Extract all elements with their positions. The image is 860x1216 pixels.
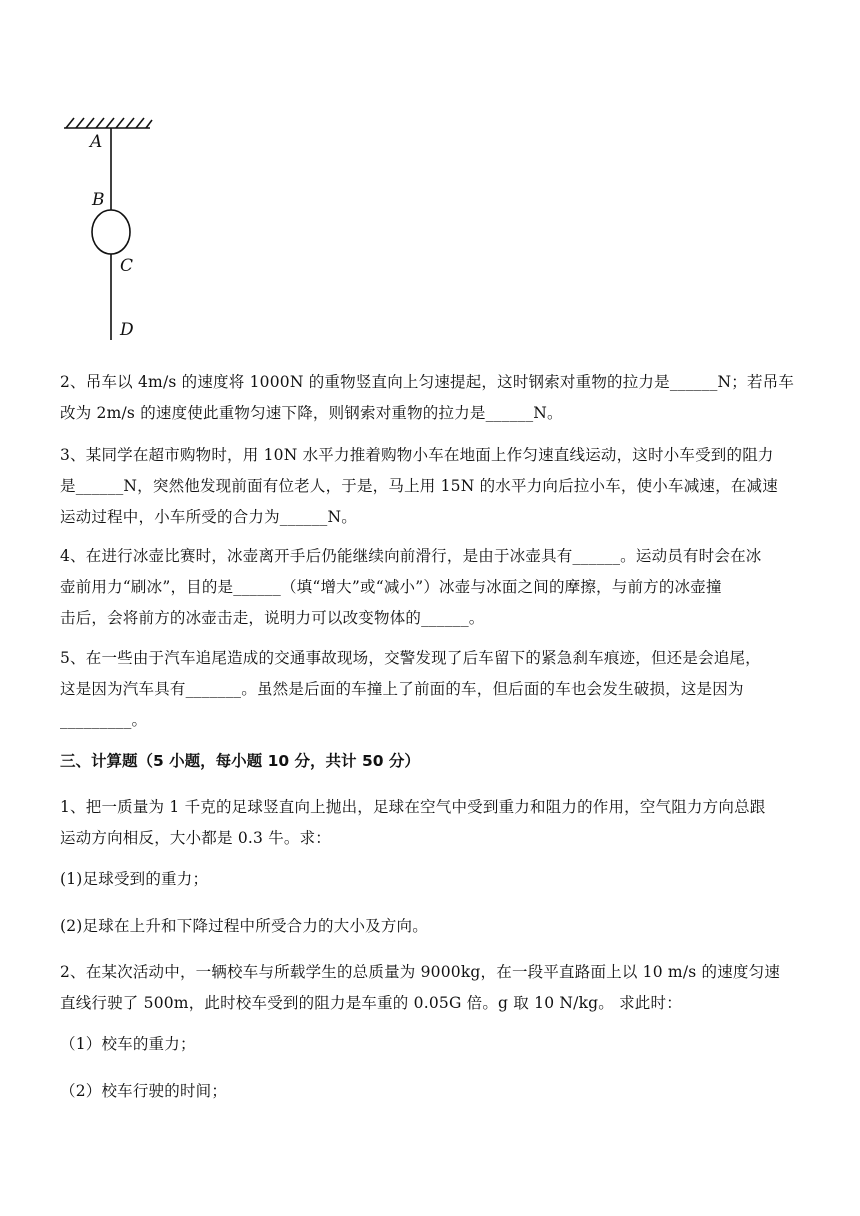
calc-question-1-sub-2: (2)足球在上升和下降过程中所受合力的大小及方向。 [60, 917, 428, 935]
question-line: 4、在进行冰壶比赛时，冰壶离开手后仍能继续向前滑行，是由于冰壶具有______。运动员有时会在冰 [60, 547, 762, 565]
ball [92, 210, 130, 254]
fill-question-2 [60, 367, 802, 429]
question-line: 是______N，突然他发现前面有位老人，于是，马上用 15N 的水平力向后拉小车，使小车减速，在减速 [60, 477, 778, 495]
hatch-mark [86, 118, 94, 128]
label-c: C [120, 256, 134, 276]
question-line: 壶前用力“刷冰”，目的是______（填“增大”或“减小”）冰壶与冰面之间的摩擦，与前方的冰壶撞 [60, 578, 722, 596]
question-line: 运动过程中，小车所受的合力为______N。 [60, 508, 357, 526]
hatch-mark [96, 118, 104, 128]
fill-question-5 [60, 643, 802, 736]
calc-question-2-sub-2: （2）校车行驶的时间； [60, 1082, 228, 1100]
question-line: _________。 [60, 711, 148, 729]
fill-question-3 [60, 440, 802, 533]
calc-question-2-sub-1: （1）校车的重力； [60, 1035, 196, 1053]
question-line: 2、在某次活动中，一辆校车与所载学生的总质量为 9000kg，在一段平直路面上以 10 m/s 的速度匀速 [60, 963, 781, 981]
label-d: D [120, 320, 134, 340]
question-line: 运动方向相反，大小都是 0.3 牛。求： [60, 829, 332, 847]
question-line: 1、把一质量为 1 千克的足球竖直向上抛出，足球在空气中受到重力和阻力的作用，空气阻力方向总跟 [60, 798, 766, 816]
question-line: 5、在一些由于汽车追尾造成的交通事故现场，交警发现了后车留下的紧急刹车痕迹，但还是会追尾， [60, 649, 761, 667]
label-a: A [90, 132, 103, 152]
hatch-mark [106, 118, 114, 128]
question-line: 击后，会将前方的冰壶击走，说明力可以改变物体的______。 [60, 609, 485, 627]
hatch-mark [76, 118, 84, 128]
question-line: 2、吊车以 4m/s 的速度将 1000N 的重物竖直向上匀速提起，这时钢索对重物的拉力是______N；若吊车 [60, 373, 795, 391]
question-line: 这是因为汽车具有_______。虽然是后面的车撞上了前面的车，但后面的车也会发生破损，这是因为 [60, 680, 744, 698]
label-b: B [92, 190, 105, 210]
hatch-mark [146, 120, 152, 128]
fill-question-4 [60, 541, 802, 634]
section-heading-calculation: 三、计算题（5 小题，每小题 10 分，共计 50 分） [60, 752, 420, 770]
calc-question-2 [60, 957, 802, 1019]
hatch-mark [126, 118, 134, 128]
hatch-mark [136, 118, 144, 128]
pendulum-figure [56, 108, 166, 348]
ceiling-hatch [64, 118, 152, 128]
question-line: 直线行驶了 500m，此时校车受到的阻力是车重的 0.05G 倍。g 取 10 N/kg。 求此时： [60, 994, 682, 1012]
figure-svg [56, 108, 166, 348]
question-line: 3、某同学在超市购物时，用 10N 水平力推着购物小车在地面上作匀速直线运动，这时小车受到的阻力 [60, 446, 774, 464]
hatch-mark [116, 118, 124, 128]
calc-question-1-sub-1: (1)足球受到的重力； [60, 870, 209, 888]
hatch-mark [66, 118, 74, 128]
calc-question-1 [60, 792, 802, 854]
question-line: 改为 2m/s 的速度使此重物匀速下降，则钢索对重物的拉力是______N。 [60, 404, 563, 422]
